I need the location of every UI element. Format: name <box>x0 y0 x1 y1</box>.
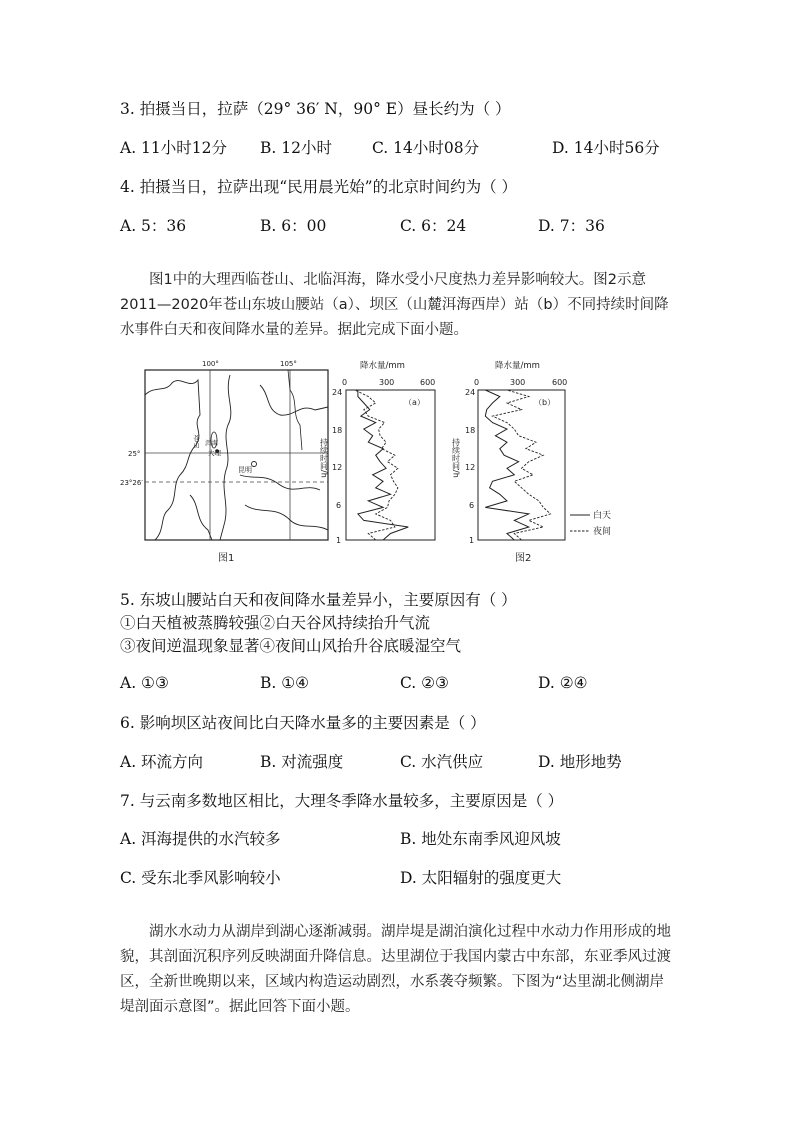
option-a[interactable]: A. ①③ <box>120 674 169 692</box>
option-b[interactable]: B. 对流强度 <box>260 753 344 771</box>
chart-b-ytick-6: 6 <box>469 501 475 510</box>
figure-2-caption: 图2 <box>515 553 532 564</box>
option-a[interactable]: A. 洱海提供的水汽较多 <box>120 830 281 848</box>
intro-paragraph-2: 湖水水动力从湖岸到湖心逐渐减弱。湖岸堤是湖泊演化过程中水动力作用形成的地貌，其剖面沉积序列反映湖面升降信息。达里湖位于我国内蒙古中东部，东亚季风过渡区，全新世晚期以来，区域内构造运动剧烈，水系袭夺频繁。下图为“达里湖北侧湖岸堤剖面示意图”。据此回答下面小题。 <box>120 924 671 1015</box>
question-5-statements-2: ③夜间逆温现象显著④夜间山风抬升谷底暖湿空气 <box>120 637 462 655</box>
intro-paragraph-1: 图1中的大理西临苍山、北临洱海，降水受小尺度热力差异影响较大。图2示意2011—2020年苍山东坡山腰站（a）、坝区（山麓洱海西岸）站（b）不同持续时间降水事件白天和夜间降水量的差异。据此完成下面小题。 <box>120 272 669 338</box>
legend-day-label: 白天 <box>593 511 612 521</box>
question-5-statements-1: ①白天植被蒸腾较强②白天谷风持续抬升气流 <box>120 614 431 632</box>
chart-a-panel-label: （a） <box>404 398 425 407</box>
chart-b-xtick-300: 300 <box>510 378 526 387</box>
lon-100-label: 100° <box>202 360 219 368</box>
chart-b-ylabel: 持续时间/h <box>451 438 461 478</box>
option-b[interactable]: B. 6：00 <box>260 217 327 235</box>
question-6-stem: 6. 影响坝区站夜间比白天降水量多的主要因素是（ ） <box>120 714 486 732</box>
chart-a-xtick-0: 0 <box>342 378 348 387</box>
question-7-stem: 7. 与云南多数地区相比，大理冬季降水量较多，主要原因是（ ） <box>120 792 564 810</box>
option-a[interactable]: A. 环流方向 <box>120 753 204 771</box>
chart-b-day-line <box>485 390 529 540</box>
dali-label: 大理 <box>208 449 221 457</box>
legend-night-label: 夜间 <box>593 527 612 537</box>
question-5-stem: 5. 东坡山腰站白天和夜间降水量差异小，主要原因有（ ） <box>120 591 517 609</box>
erhai-label: 洱海 <box>205 439 218 447</box>
option-b[interactable]: B. 地处东南季风迎风坡 <box>400 830 561 848</box>
option-d[interactable]: D. 地形地势 <box>538 753 622 771</box>
lat-2326-label: 23°26′ <box>120 479 143 487</box>
chart-b-ytick-18: 18 <box>465 426 476 435</box>
option-c[interactable]: C. 6：24 <box>400 217 467 235</box>
option-a[interactable]: A. 11小时12分 <box>120 139 227 157</box>
chart-b-panel-label: （b） <box>534 398 556 407</box>
chart-a-ytick-1: 1 <box>336 536 342 545</box>
chart-b-ytick-24: 24 <box>465 388 476 397</box>
option-c[interactable]: C. 水汽供应 <box>400 753 484 771</box>
kunming-label: 昆明 <box>238 466 252 474</box>
question-3-stem: 3. 拍摄当日，拉萨（29° 36′ N，90° E）昼长约为（ ） <box>120 100 511 118</box>
option-d[interactable]: D. ②④ <box>538 674 588 692</box>
chart-b <box>452 360 568 564</box>
cangshan-label: 苍山 <box>192 435 200 448</box>
option-d[interactable]: D. 14小时56分 <box>552 139 660 157</box>
chart-a-ytick-24: 24 <box>332 388 343 397</box>
chart-b-title: 降水量/mm <box>495 361 540 371</box>
chart-a-ytick-12: 12 <box>332 463 343 472</box>
chart-a-ytick-6: 6 <box>336 501 342 510</box>
option-c[interactable]: C. 14小时08分 <box>372 139 480 157</box>
figure-1-caption: 图1 <box>218 553 235 564</box>
lon-105-label: 105° <box>280 360 297 368</box>
chart-a <box>320 360 436 545</box>
option-c[interactable]: C. ②③ <box>400 674 449 692</box>
lat-25-label: 25° <box>128 450 141 458</box>
option-b[interactable]: B. 12小时 <box>260 139 332 157</box>
option-a[interactable]: A. 5：36 <box>120 217 187 235</box>
map-figure-1 <box>120 360 328 564</box>
figure-area <box>120 355 640 570</box>
legend <box>570 509 611 537</box>
chart-b-xtick-600: 600 <box>552 378 568 387</box>
question-4-stem: 4. 拍摄当日，拉萨出现“民用晨光始”的北京时间约为（ ） <box>120 178 517 196</box>
chart-a-title: 降水量/mm <box>360 361 405 371</box>
option-d[interactable]: D. 太阳辐射的强度更大 <box>400 869 562 887</box>
option-c[interactable]: C. 受东北季风影响较小 <box>120 869 281 887</box>
chart-a-ytick-18: 18 <box>332 426 343 435</box>
chart-a-ylabel: 持续时间/h <box>319 438 329 478</box>
chart-b-xtick-0: 0 <box>474 378 480 387</box>
chart-a-xtick-300: 300 <box>379 378 395 387</box>
chart-a-xtick-600: 600 <box>420 378 436 387</box>
option-d[interactable]: D. 7：36 <box>538 217 605 235</box>
chart-b-ytick-12: 12 <box>465 463 476 472</box>
chart-b-ytick-1: 1 <box>469 536 475 545</box>
option-b[interactable]: B. ①④ <box>260 674 310 692</box>
